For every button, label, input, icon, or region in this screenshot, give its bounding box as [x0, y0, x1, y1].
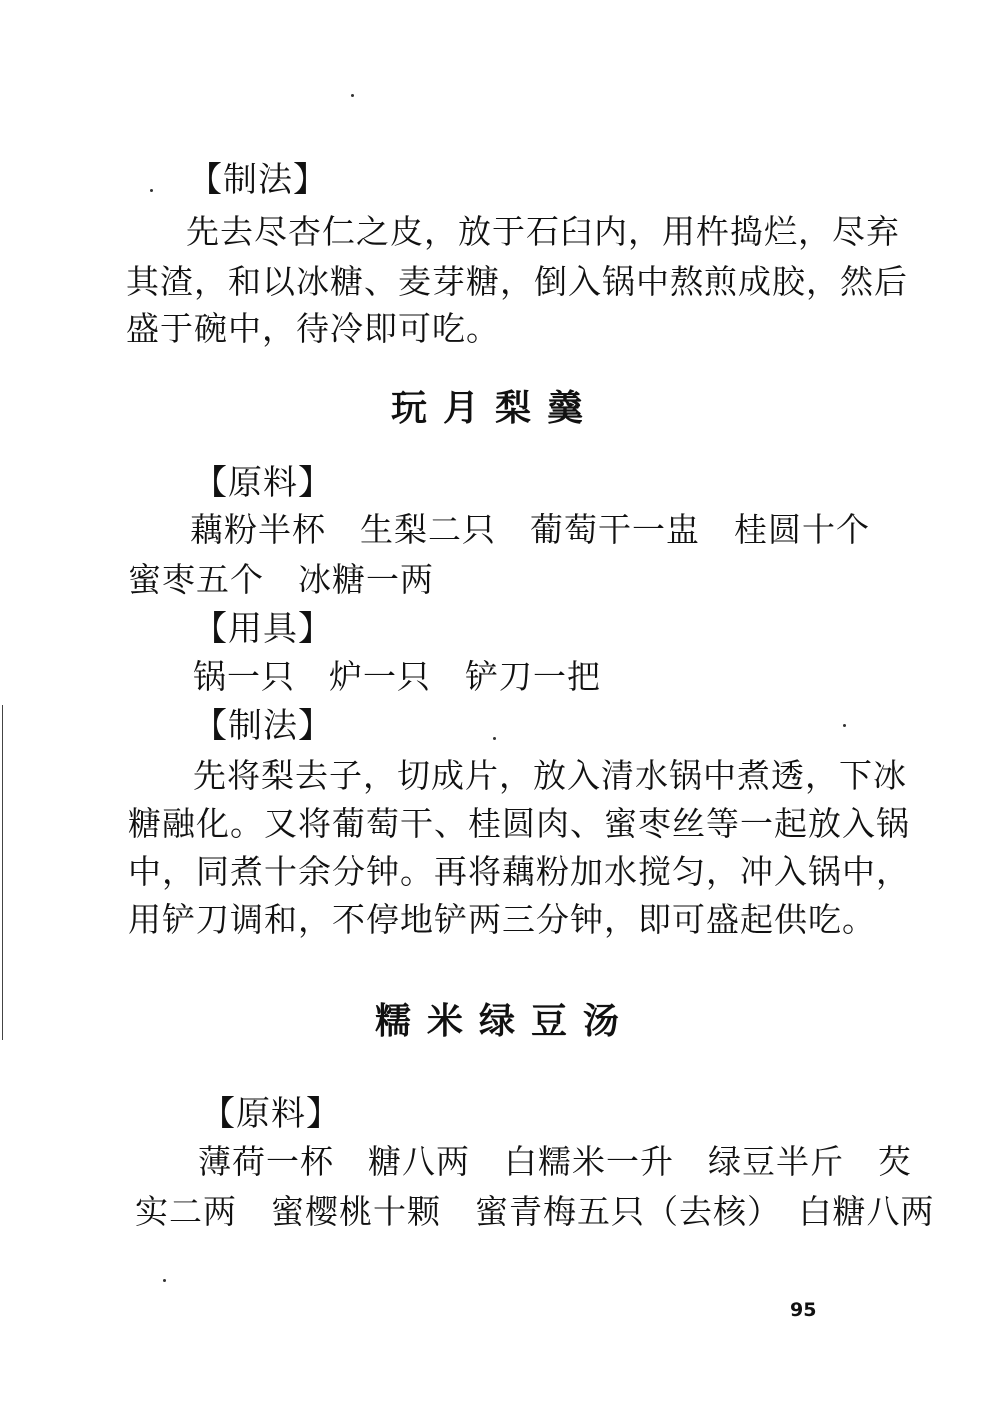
- recipe-title-mung-bean-soup: 糯米绿豆汤: [375, 1000, 636, 1042]
- method-text-line-5: 糖融化。又将葡萄干、桂圆肉、蜜枣丝等一起放入锅: [128, 804, 910, 843]
- page-number: 95: [790, 1299, 817, 1321]
- ingredients-text-line-4: 实二两 蜜樱桃十颗 蜜青梅五只（去核） 白糖八两: [135, 1192, 935, 1231]
- scan-speck: [843, 724, 846, 727]
- utensils-text-line: 锅一只 炉一只 铲刀一把: [193, 657, 601, 696]
- ingredients-text-line-1: 藕粉半杯 生梨二只 葡萄干一盅 桂圆十个: [190, 510, 870, 549]
- method-text-line-3: 盛于碗中，待冷即可吃。: [126, 309, 500, 348]
- scan-speck: [493, 737, 496, 740]
- section-heading-ingredients: 【原料】: [193, 463, 333, 503]
- method-text-line-1: 先去尽杏仁之皮，放于石臼内，用杵捣烂，尽弃: [186, 212, 900, 251]
- recipe-title-pear-soup: 玩月梨羹: [391, 387, 600, 429]
- method-text-line-2: 其渣，和以冰糖、麦芽糖，倒入锅中熬煎成胶，然后: [126, 262, 908, 301]
- section-heading-method: 【制法】: [193, 706, 333, 746]
- scan-speck: [150, 189, 153, 192]
- section-heading-utensils: 【用具】: [193, 609, 333, 649]
- method-text-line-6: 中，同煮十余分钟。再将藕粉加水搅匀，冲入锅中，: [128, 852, 910, 891]
- ingredients-text-line-2: 蜜枣五个 冰糖一两: [128, 560, 434, 599]
- method-text-line-4: 先将梨去子，切成片，放入清水锅中煮透，下冰: [193, 756, 907, 795]
- ingredients-text-line-3: 薄荷一杯 糖八两 白糯米一升 绿豆半斤 芡: [198, 1142, 912, 1181]
- section-heading-method: 【制法】: [188, 160, 328, 200]
- method-text-line-7: 用铲刀调和，不停地铲两三分钟，即可盛起供吃。: [128, 900, 876, 939]
- section-heading-ingredients: 【原料】: [201, 1094, 341, 1134]
- scan-speck: [163, 1279, 166, 1282]
- scan-margin-line: [2, 705, 3, 1040]
- scan-speck: [351, 94, 354, 97]
